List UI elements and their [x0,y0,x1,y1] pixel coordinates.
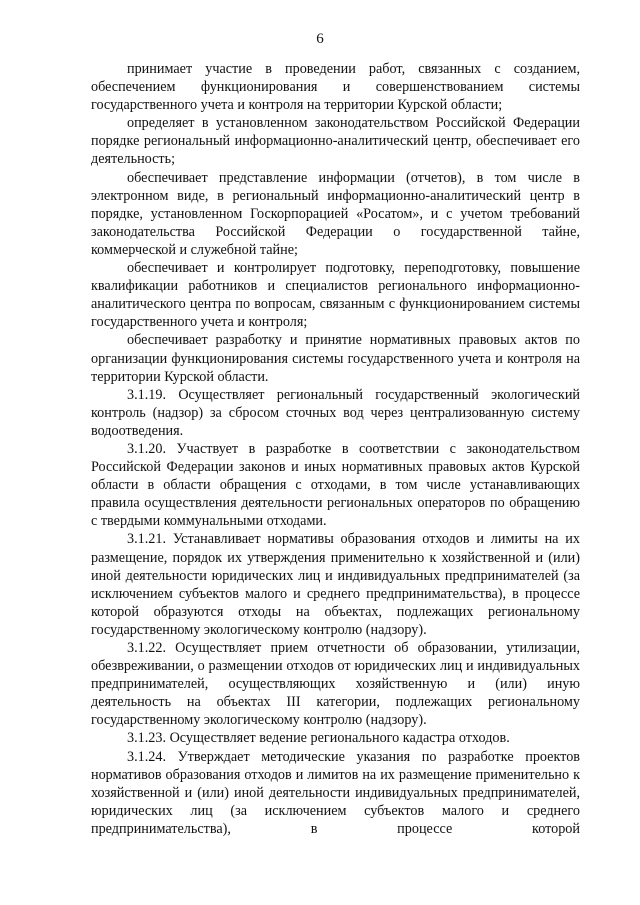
document-body [91,60,580,838]
paragraph-normative-acts: обеспечивает разработку и принятие нормативных правовых актов по организации функционирования системы государственного учета и контроля на территории Курской области. [91,332,580,385]
paragraph-information-reports: обеспечивает представление информации (отчетов), в том числе в электронном виде, в региональный информационно-аналитический центр в порядке, установленном Госкорпорацией «Росатом», и с учетом требований законодательства Российской Федерации о государственной тайне, коммерческой и служебной тайне; [91,169,580,258]
clause-3-1-19: 3.1.19. Осуществляет региональный государственный экологический контроль (надзор) за сбросом сточных вод через централизованную систему водоотведения. [91,386,580,439]
clause-3-1-23: 3.1.23. Осуществляет ведение регионального кадастра отходов. [127,730,510,747]
paragraph-training: обеспечивает и контролирует подготовку, переподготовку, повышение квалификации работников и специалистов регионального информационно-аналитического центра по вопросам, связанным с функционированием системы государственного учета и контроля; [91,260,580,331]
paragraph-participation: принимает участие в проведении работ, связанных с созданием, обеспечением функционирования и совершенствованием системы государственного учета и контроля на территории Курской области; [91,61,580,114]
clause-3-1-21: 3.1.21. Устанавливает нормативы образования отходов и лимиты на их размещение, порядок их утверждения применительно к хозяйственной и (или) иной деятельности юридических лиц и индивидуальных предпринимателей (за исключением субъектов малого и среднего предпринимательства), в процессе которой образуются отходы на объектах, подлежащих региональному государственному экологическому контролю (надзору). [91,531,580,638]
paragraph-defines-center: определяет в установленном законодательством Российской Федерации порядке региональный информационно-аналитический центр, обеспечивает его деятельность; [91,115,580,168]
page-number: 6 [316,31,324,47]
clause-3-1-20: 3.1.20. Участвует в разработке в соответствии с законодательством Российской Федерации законов и иных нормативных правовых актов Курской области в области обращения с отходами, в том числе устанавливающих правила осуществления деятельности региональных операторов по обращению с твердыми коммунальными отходами. [91,440,580,530]
clause-3-1-22: 3.1.22. Осуществляет прием отчетности об образовании, утилизации, обезвреживании, о размещении отходов от юридических лиц и индивидуальных предпринимателей, осуществляющих хозяйственную и (или) иную деятельность на объектах III категории, подлежащих региональному государственному экологическому контролю (надзору). [91,640,580,729]
clause-3-1-24: 3.1.24. Утверждает методические указания по разработке проектов нормативов образования отходов и лимитов на их размещение применительно к хозяйственной и (или) иной деятельности индивидуальных предпринимателей, юридических лиц (за исключением субъектов малого и среднего предпринимательства), в процессе которой [91,748,580,837]
